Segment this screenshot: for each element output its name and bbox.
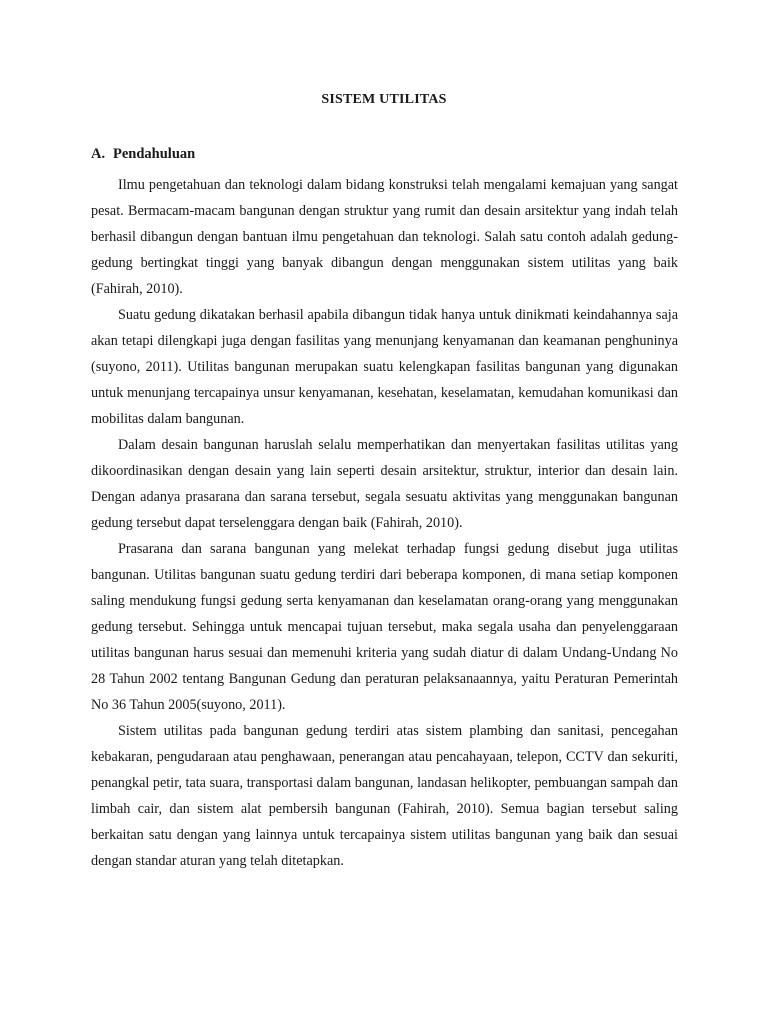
section-heading-text: Pendahuluan <box>113 146 196 162</box>
document-title: SISTEM UTILITAS <box>321 92 447 107</box>
section-number: A. <box>91 146 106 162</box>
body-text <box>91 172 678 874</box>
paragraph-5: Sistem utilitas pada bangunan gedung terdiri atas sistem plambing dan sanitasi, pencegahan kebakaran, pengudaraan atau penghawaan, penerangan atau pencahayaan, telepon, CCTV dan sekuriti, penangkal petir, tata suara, transportasi dalam bangunan, landasan helikopter, pembuangan sampah dan limbah cair, dan sistem alat pembersih bangunan (Fahirah, 2010). Semua bagian tersebut saling berkaitan satu dengan yang lainnya untuk tercapainya sistem utilitas bangunan yang baik dan sesuai dengan standar aturan yang telah ditetapkan. <box>91 723 678 869</box>
paragraph-1: Ilmu pengetahuan dan teknologi dalam bidang konstruksi telah mengalami kemajuan yang sangat pesat. Bermacam-macam bangunan dengan struktur yang rumit dan desain arsitektur yang indah telah berhasil dibangun dengan bantuan ilmu pengetahuan dan teknologi. Salah satu contoh adalah gedung-gedung bertingkat tinggi yang banyak dibangun dengan menggunakan sistem utilitas yang baik (Fahirah, 2010). <box>91 177 678 297</box>
paragraph-4: Prasarana dan sarana bangunan yang melekat terhadap fungsi gedung disebut juga utilitas bangunan. Utilitas bangunan suatu gedung terdiri dari beberapa komponen, di mana setiap komponen saling mendukung fungsi gedung serta kenyamanan dan keselamatan orang-orang yang menggunakan gedung tersebut. Sehingga untuk mencapai tujuan tersebut, maka segala usaha dan penyelenggaraan utilitas bangunan harus sesuai dan memenuhi kriteria yang sudah diatur di dalam Undang-Undang No 28 Tahun 2002 tentang Bangunan Gedung dan peraturan pelaksanaannya, yaitu Peraturan Pemerintah No 36 Tahun 2005(suyono, 2011). <box>91 541 678 713</box>
paragraph-2: Suatu gedung dikatakan berhasil apabila dibangun tidak hanya untuk dinikmati keindahannya saja akan tetapi dilengkapi juga dengan fasilitas yang menunjang kenyamanan dan keamanan penghuninya (suyono, 2011). Utilitas bangunan merupakan suatu kelengkapan fasilitas bangunan yang digunakan untuk menunjang tercapainya unsur kenyamanan, kesehatan, keselamatan, kemudahan komunikasi dan mobilitas dalam bangunan. <box>91 307 678 427</box>
section-heading <box>91 146 195 163</box>
paragraph-3: Dalam desain bangunan haruslah selalu memperhatikan dan menyertakan fasilitas utilitas yang dikoordinasikan dengan desain yang lain seperti desain arsitektur, struktur, interior dan desain lain. Dengan adanya prasarana dan sarana tersebut, segala sesuatu aktivitas yang menggunakan bangunan gedung tersebut dapat terselenggara dengan baik (Fahirah, 2010). <box>91 437 678 531</box>
